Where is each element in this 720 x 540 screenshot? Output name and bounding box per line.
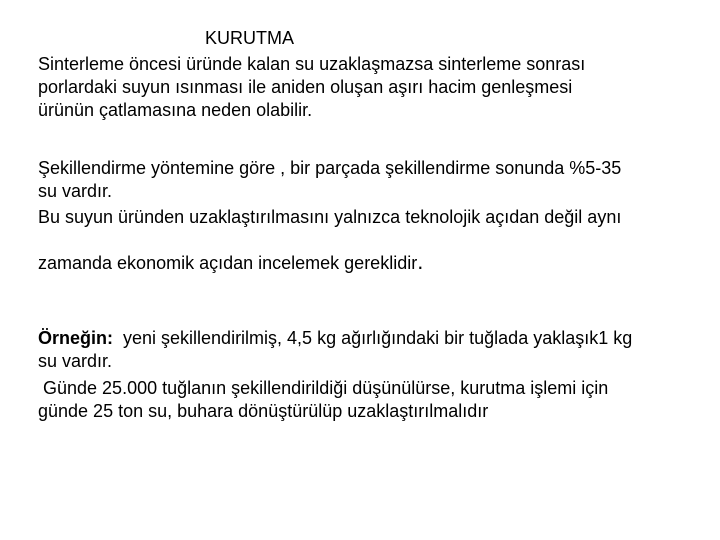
text-line: ürünün çatlamasına neden olabilir. <box>38 100 313 120</box>
paragraph-water-content <box>38 157 708 203</box>
paragraph-daily-calculation <box>38 377 708 423</box>
paragraph-example <box>38 327 708 373</box>
text-line: porlardaki suyun ısınması ile aniden oluşan aşırı hacim genleşmesi <box>38 77 573 97</box>
slide-title: KURUTMA <box>205 28 294 48</box>
period: . <box>417 249 424 274</box>
text-fragment: zamanda ekonomik açıdan incelemek gereklidir <box>38 253 418 273</box>
text-line: Bu suyun üründen uzaklaştırılmasını yalnızca teknolojik açıdan değil aynı <box>38 207 622 227</box>
text-line: su vardır. <box>38 351 113 371</box>
text-line: günde 25 ton su, buhara dönüştürülüp uzaklaştırılmalıdır <box>38 401 489 421</box>
paragraph-removal-importance <box>38 206 708 229</box>
text-line: Şekillendirme yöntemine göre , bir parçada şekillendirme sonunda %5-35 <box>38 158 622 178</box>
example-label: Örneğin: <box>38 328 113 348</box>
paragraph-removal-importance-cont <box>38 250 708 275</box>
text-line: su vardır. <box>38 181 113 201</box>
text-line <box>38 327 708 350</box>
text-fragment: yeni şekillendirilmiş, 4,5 kg ağırlığındaki bir tuğlada yaklaşık1 kg <box>113 328 633 348</box>
text-line: Günde 25.000 tuğlanın şekillendirildiği düşünülürse, kurutma işlemi için <box>38 378 609 398</box>
paragraph-sintering-risk <box>38 53 708 122</box>
text-line: Sinterleme öncesi üründe kalan su uzaklaşmazsa sinterleme sonrası <box>38 54 586 74</box>
text-line <box>38 250 708 275</box>
